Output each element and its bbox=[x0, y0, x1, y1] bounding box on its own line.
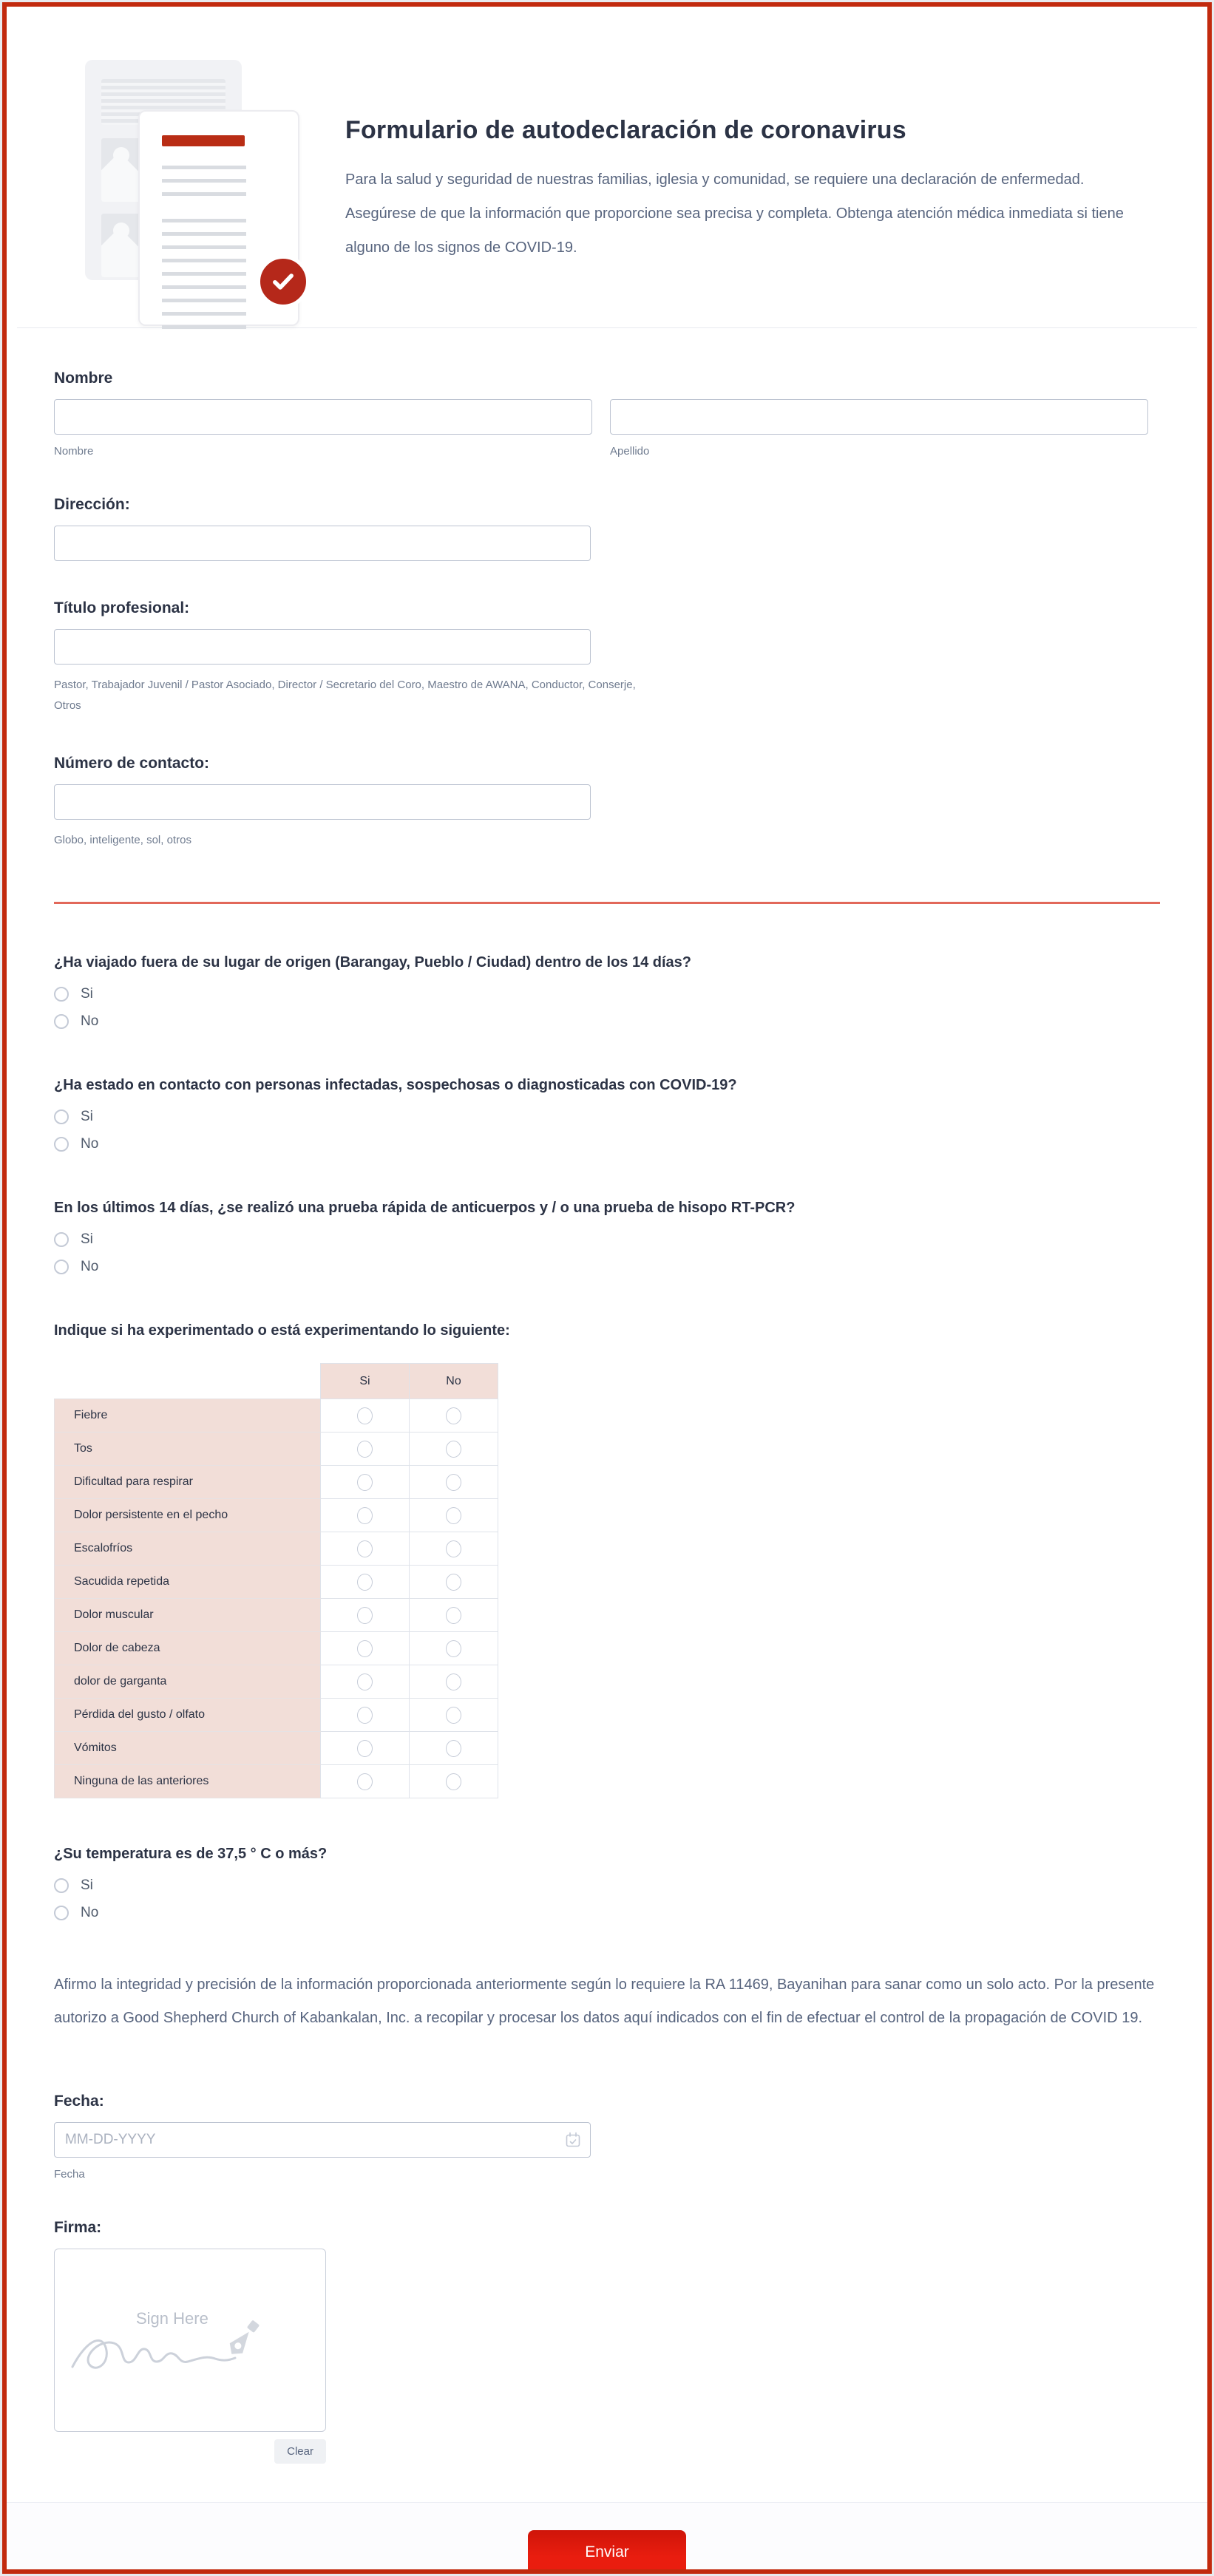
page-title: Formulario de autodeclaración de coronavirus bbox=[345, 116, 906, 144]
question-label: ¿Su temperatura es de 37,5 ° C o más? bbox=[54, 1846, 328, 1863]
table-row-dolor-muscular bbox=[55, 1599, 498, 1632]
symptom-table bbox=[54, 1363, 498, 1798]
radio-option-si[interactable] bbox=[54, 1231, 93, 1248]
table-row-dificultad bbox=[55, 1466, 498, 1499]
form-description: Para la salud y seguridad de nuestras familias, iglesia y comunidad, se requiere una declaración de enfermedad. Asegúrese de que la información que proporcione sea precisa y completa. Obtenga atención médica inmediata si tiene alguno de los signos de COVID-19. bbox=[345, 171, 1124, 256]
symptom-label: Dificultad para respirar bbox=[55, 1466, 321, 1499]
radio-circle-icon bbox=[54, 1878, 69, 1893]
symptom-radio-no[interactable] bbox=[446, 1773, 461, 1790]
radio-option-label: Si bbox=[81, 1231, 93, 1248]
symptom-table-group bbox=[54, 1322, 1160, 1798]
symptom-label: Ninguna de las anteriores bbox=[55, 1765, 321, 1798]
symptom-radio-no[interactable] bbox=[446, 1640, 461, 1657]
symptom-radio-no[interactable] bbox=[446, 1740, 461, 1757]
table-row-dolor-cabeza bbox=[55, 1632, 498, 1665]
pen-nib-icon bbox=[225, 2318, 263, 2359]
document-text-lines-icon bbox=[162, 219, 246, 336]
professional-title-input[interactable] bbox=[54, 629, 591, 665]
symptom-radio-si[interactable] bbox=[357, 1640, 373, 1657]
symptom-label: Vómitos bbox=[55, 1732, 321, 1765]
symptom-label: Tos bbox=[55, 1433, 321, 1466]
professional-title-field-group bbox=[54, 599, 1160, 716]
radio-circle-icon bbox=[54, 1137, 69, 1152]
table-row-perdida-gusto bbox=[55, 1699, 498, 1732]
name-label: Nombre bbox=[54, 370, 113, 387]
last-name-column bbox=[610, 399, 1148, 458]
question-label: ¿Ha viajado fuera de su lugar de origen (Barangay, Pueblo / Ciudad) dentro de los 14 días? bbox=[54, 954, 692, 971]
signature-actions bbox=[54, 2439, 326, 2464]
radio-option-no[interactable] bbox=[54, 1013, 98, 1030]
radio-option-si[interactable] bbox=[54, 1109, 93, 1125]
radio-option-label: Si bbox=[81, 986, 93, 1002]
radio-option-si[interactable] bbox=[54, 1877, 93, 1894]
symptom-table-question: Indique si ha experimentado o está experimentando lo siguiente: bbox=[54, 1322, 510, 1339]
symptom-radio-si[interactable] bbox=[357, 1474, 373, 1491]
question-rapid-test bbox=[54, 1200, 1160, 1275]
documents-illustration-icon bbox=[85, 54, 314, 298]
question-temperature bbox=[54, 1846, 1160, 1921]
last-name-sublabel: Apellido bbox=[610, 445, 650, 458]
radio-circle-icon bbox=[54, 1109, 69, 1124]
document-text-lines-icon bbox=[162, 166, 246, 203]
address-input[interactable] bbox=[54, 526, 591, 561]
question-travel bbox=[54, 954, 1160, 1030]
symptom-radio-no[interactable] bbox=[446, 1540, 461, 1557]
radio-circle-icon bbox=[54, 1260, 69, 1274]
symptom-radio-no[interactable] bbox=[446, 1673, 461, 1690]
table-row-vomitos bbox=[55, 1732, 498, 1765]
radio-option-no[interactable] bbox=[54, 1259, 98, 1275]
symptom-radio-no[interactable] bbox=[446, 1474, 461, 1491]
radio-circle-icon bbox=[54, 1906, 69, 1920]
symptom-radio-si[interactable] bbox=[357, 1441, 373, 1458]
table-row-ninguna bbox=[55, 1765, 498, 1798]
first-name-sublabel: Nombre bbox=[54, 445, 94, 458]
symptom-radio-no[interactable] bbox=[446, 1407, 461, 1424]
radio-circle-icon bbox=[54, 1232, 69, 1247]
symptom-radio-no[interactable] bbox=[446, 1574, 461, 1591]
symptom-radio-no[interactable] bbox=[446, 1607, 461, 1624]
table-column-si: Si bbox=[321, 1364, 410, 1399]
radio-option-label: Si bbox=[81, 1877, 93, 1894]
symptom-radio-si[interactable] bbox=[357, 1740, 373, 1757]
symptom-radio-no[interactable] bbox=[446, 1507, 461, 1524]
symptom-label: Dolor persistente en el pecho bbox=[55, 1499, 321, 1532]
table-row-dolor-pecho bbox=[55, 1499, 498, 1532]
signature-pad[interactable] bbox=[54, 2249, 326, 2432]
professional-title-helper: Pastor, Trabajador Juvenil / Pastor Asociado, Director / Secretario del Coro, Maestro de AWANA, Conductor, Conserje, Otros bbox=[54, 679, 636, 712]
submit-button[interactable]: Enviar bbox=[528, 2530, 686, 2574]
professional-title-label: Título profesional: bbox=[54, 599, 190, 616]
question-label: En los últimos 14 días, ¿se realizó una prueba rápida de anticuerpos y / o una prueba de hisopo RT-PCR? bbox=[54, 1200, 796, 1217]
clear-signature-button[interactable]: Clear bbox=[274, 2439, 326, 2464]
symptom-radio-si[interactable] bbox=[357, 1540, 373, 1557]
radio-option-label: No bbox=[81, 1136, 99, 1152]
symptom-radio-si[interactable] bbox=[357, 1407, 373, 1424]
symptom-label: Dolor muscular bbox=[55, 1599, 321, 1632]
name-field-group bbox=[54, 370, 1160, 458]
date-sublabel: Fecha bbox=[54, 2168, 85, 2181]
table-column-no: No bbox=[410, 1364, 498, 1399]
symptom-label: Pérdida del gusto / olfato bbox=[55, 1699, 321, 1732]
radio-option-label: No bbox=[81, 1259, 99, 1275]
last-name-input[interactable] bbox=[610, 399, 1148, 435]
symptom-radio-no[interactable] bbox=[446, 1707, 461, 1724]
legal-disclaimer-text: Afirmo la integridad y precisión de la información proporcionada anteriormente según lo requiere la RA 11469, Bayanihan para sanar como un solo acto. Por la presente autorizo a Good Shepherd Church of Kabankalan, Inc. a recopilar y procesar los datos aquí indicados con el fin de efectuar el control de la propagación de COVID 19. bbox=[54, 1977, 1155, 2027]
table-row-sacudida bbox=[55, 1566, 498, 1599]
header-text bbox=[345, 54, 1136, 298]
checkmark-badge-icon bbox=[257, 255, 310, 308]
symptom-label: dolor de garganta bbox=[55, 1665, 321, 1699]
form-footer bbox=[7, 2502, 1207, 2574]
radio-option-no[interactable] bbox=[54, 1136, 98, 1152]
section-divider bbox=[54, 902, 1160, 904]
signature-field-group bbox=[54, 2219, 1160, 2464]
radio-option-label: No bbox=[81, 1013, 99, 1030]
radio-circle-icon bbox=[54, 987, 69, 1002]
symptom-label: Fiebre bbox=[55, 1399, 321, 1433]
date-field-group bbox=[54, 2093, 1160, 2181]
table-row-tos bbox=[55, 1433, 498, 1466]
radio-option-no[interactable] bbox=[54, 1905, 98, 1921]
radio-circle-icon bbox=[54, 1014, 69, 1029]
sign-here-text: Sign Here bbox=[136, 2309, 208, 2328]
question-label: ¿Ha estado en contacto con personas infectadas, sospechosas o diagnosticadas con COVID-19? bbox=[54, 1077, 737, 1094]
date-label: Fecha: bbox=[54, 2093, 104, 2110]
symptom-radio-si[interactable] bbox=[357, 1507, 373, 1524]
table-header-row bbox=[55, 1364, 498, 1399]
contact-number-input[interactable] bbox=[54, 784, 591, 820]
table-row-fiebre bbox=[55, 1399, 498, 1433]
first-name-column bbox=[54, 399, 592, 458]
symptom-radio-si[interactable] bbox=[357, 1707, 373, 1724]
contact-number-label: Número de contacto: bbox=[54, 754, 210, 772]
symptom-label: Escalofríos bbox=[55, 1532, 321, 1566]
symptom-radio-si[interactable] bbox=[357, 1607, 373, 1624]
symptom-label: Dolor de cabeza bbox=[55, 1632, 321, 1665]
name-row bbox=[54, 399, 1148, 458]
date-input[interactable] bbox=[54, 2122, 591, 2158]
radio-option-label: Si bbox=[81, 1109, 93, 1125]
symptom-radio-no[interactable] bbox=[446, 1441, 461, 1458]
calendar-icon[interactable] bbox=[565, 2132, 581, 2148]
address-label: Dirección: bbox=[54, 496, 130, 513]
form-card bbox=[2, 2, 1212, 2574]
symptom-radio-si[interactable] bbox=[357, 1773, 373, 1790]
radio-option-label: No bbox=[81, 1905, 99, 1921]
signature-label: Firma: bbox=[54, 2219, 102, 2237]
document-title-bar-icon bbox=[162, 135, 245, 146]
symptom-label: Sacudida repetida bbox=[55, 1566, 321, 1599]
table-row-dolor-garganta bbox=[55, 1665, 498, 1699]
address-field-group bbox=[54, 496, 1160, 561]
form-body bbox=[7, 328, 1207, 2502]
table-corner-cell bbox=[55, 1364, 321, 1399]
form-header bbox=[7, 7, 1207, 298]
radio-option-si[interactable] bbox=[54, 986, 93, 1002]
first-name-input[interactable] bbox=[54, 399, 592, 435]
table-row-escalofrios bbox=[55, 1532, 498, 1566]
date-input-wrap bbox=[54, 2122, 591, 2158]
signature-placeholder-area bbox=[68, 2296, 312, 2385]
contact-number-helper: Globo, inteligente, sol, otros bbox=[54, 833, 191, 846]
contact-number-field-group bbox=[54, 755, 1160, 851]
symptom-radio-si[interactable] bbox=[357, 1673, 373, 1690]
symptom-radio-si[interactable] bbox=[357, 1574, 373, 1591]
question-contact-infected bbox=[54, 1077, 1160, 1152]
